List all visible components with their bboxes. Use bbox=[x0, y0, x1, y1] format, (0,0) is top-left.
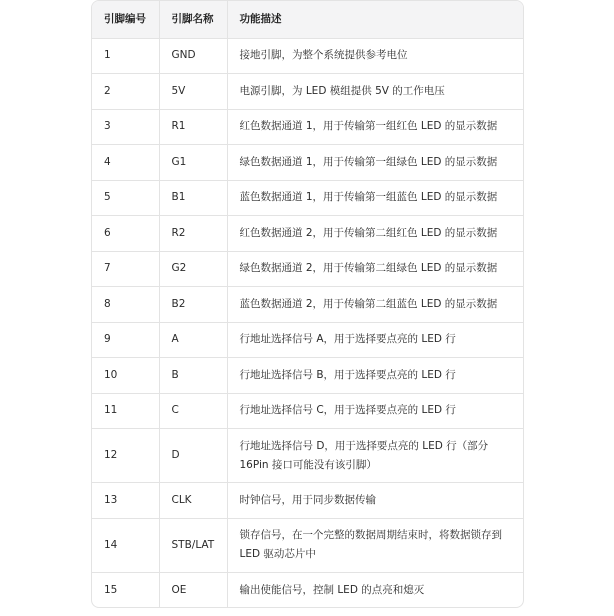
pin-number-cell: 11 bbox=[92, 393, 159, 429]
pin-name-cell: GND bbox=[159, 38, 227, 74]
table-header bbox=[92, 1, 523, 38]
pin-number-cell: 7 bbox=[92, 251, 159, 287]
pin-name-cell: B2 bbox=[159, 287, 227, 323]
table-row bbox=[92, 429, 523, 483]
table-row bbox=[92, 145, 523, 181]
pin-description-cell: 绿色数据通道 2，用于传输第二组绿色 LED 的显示数据 bbox=[227, 251, 523, 287]
table-row bbox=[92, 180, 523, 216]
header-function-description: 功能描述 bbox=[227, 1, 523, 38]
pin-description-cell: 行地址选择信号 B，用于选择要点亮的 LED 行 bbox=[227, 358, 523, 394]
pin-name-cell: CLK bbox=[159, 483, 227, 519]
table-row bbox=[92, 287, 523, 323]
pin-name-cell: B1 bbox=[159, 180, 227, 216]
table-row bbox=[92, 572, 523, 608]
pin-name-cell: D bbox=[159, 429, 227, 483]
pin-table-container bbox=[91, 0, 524, 608]
pin-description-cell: 输出使能信号，控制 LED 的点亮和熄灭 bbox=[239, 583, 425, 596]
pin-number-cell: 1 bbox=[92, 38, 159, 74]
table-row bbox=[92, 358, 523, 394]
pin-description-cell: 绿色数据通道 1，用于传输第一组绿色 LED 的显示数据 bbox=[227, 145, 523, 181]
pin-description-cell: 红色数据通道 2，用于传输第二组红色 LED 的显示数据 bbox=[227, 216, 523, 252]
pin-definition-table bbox=[92, 1, 523, 608]
pin-description-cell: 蓝色数据通道 1，用于传输第一组蓝色 LED 的显示数据 bbox=[227, 180, 523, 216]
pin-description-cell: 锁存信号，在一个完整的数据周期结束时，将数据锁存到 LED 驱动芯片中 bbox=[227, 518, 523, 572]
pin-name-cell: R2 bbox=[159, 216, 227, 252]
pin-number-cell: 4 bbox=[92, 145, 159, 181]
header-pin-name: 引脚名称 bbox=[159, 1, 227, 38]
pin-description-cell: 电源引脚，为 LED 模组提供 5V 的工作电压 bbox=[227, 74, 523, 110]
pin-description-cell: 行地址选择信号 D，用于选择要点亮的 LED 行（部分 16Pin 接口可能没有该引脚） bbox=[227, 429, 523, 483]
table-row bbox=[92, 322, 523, 358]
pin-number-cell: 3 bbox=[92, 109, 159, 145]
pin-name-cell: G2 bbox=[159, 251, 227, 287]
table-row bbox=[92, 518, 523, 572]
pin-number-cell: 13 bbox=[92, 483, 159, 519]
header-row bbox=[92, 1, 523, 38]
pin-description-cell: 行地址选择信号 A，用于选择要点亮的 LED 行 bbox=[227, 322, 523, 358]
pin-description-cell: 时钟信号，用于同步数据传输 bbox=[227, 483, 523, 519]
table-row bbox=[92, 251, 523, 287]
pin-number-cell: 8 bbox=[92, 287, 159, 323]
pin-number-cell: 2 bbox=[92, 74, 159, 110]
table-body bbox=[92, 38, 523, 608]
pin-number-cell: 12 bbox=[92, 429, 159, 483]
table-row bbox=[92, 483, 523, 519]
pin-name-cell: STB/LAT bbox=[159, 518, 227, 572]
pin-number-cell: 6 bbox=[92, 216, 159, 252]
pin-description-cell: 接地引脚，为整个系统提供参考电位 bbox=[227, 38, 523, 74]
pin-name-cell: R1 bbox=[159, 109, 227, 145]
pin-number-cell: 14 bbox=[92, 518, 159, 572]
table-row bbox=[92, 74, 523, 110]
pin-name-cell: C bbox=[159, 393, 227, 429]
pin-name-cell: G1 bbox=[159, 145, 227, 181]
table-row bbox=[92, 216, 523, 252]
pin-description-cell: 红色数据通道 1，用于传输第一组红色 LED 的显示数据 bbox=[227, 109, 523, 145]
pin-description-cell: 蓝色数据通道 2，用于传输第二组蓝色 LED 的显示数据 bbox=[227, 287, 523, 323]
table-row bbox=[92, 393, 523, 429]
pin-number-cell: 10 bbox=[92, 358, 159, 394]
table-row bbox=[92, 109, 523, 145]
pin-name-cell: 5V bbox=[159, 74, 227, 110]
pin-number-cell: 9 bbox=[92, 322, 159, 358]
pin-number-cell: 5 bbox=[92, 180, 159, 216]
table-row bbox=[92, 38, 523, 74]
pin-name-cell: A bbox=[159, 322, 227, 358]
pin-name-cell: OE bbox=[159, 572, 227, 608]
header-pin-number: 引脚编号 bbox=[92, 1, 159, 38]
pin-description-cell: 行地址选择信号 C，用于选择要点亮的 LED 行 bbox=[227, 393, 523, 429]
pin-name-cell: B bbox=[159, 358, 227, 394]
pin-number-cell: 15 bbox=[92, 572, 159, 608]
